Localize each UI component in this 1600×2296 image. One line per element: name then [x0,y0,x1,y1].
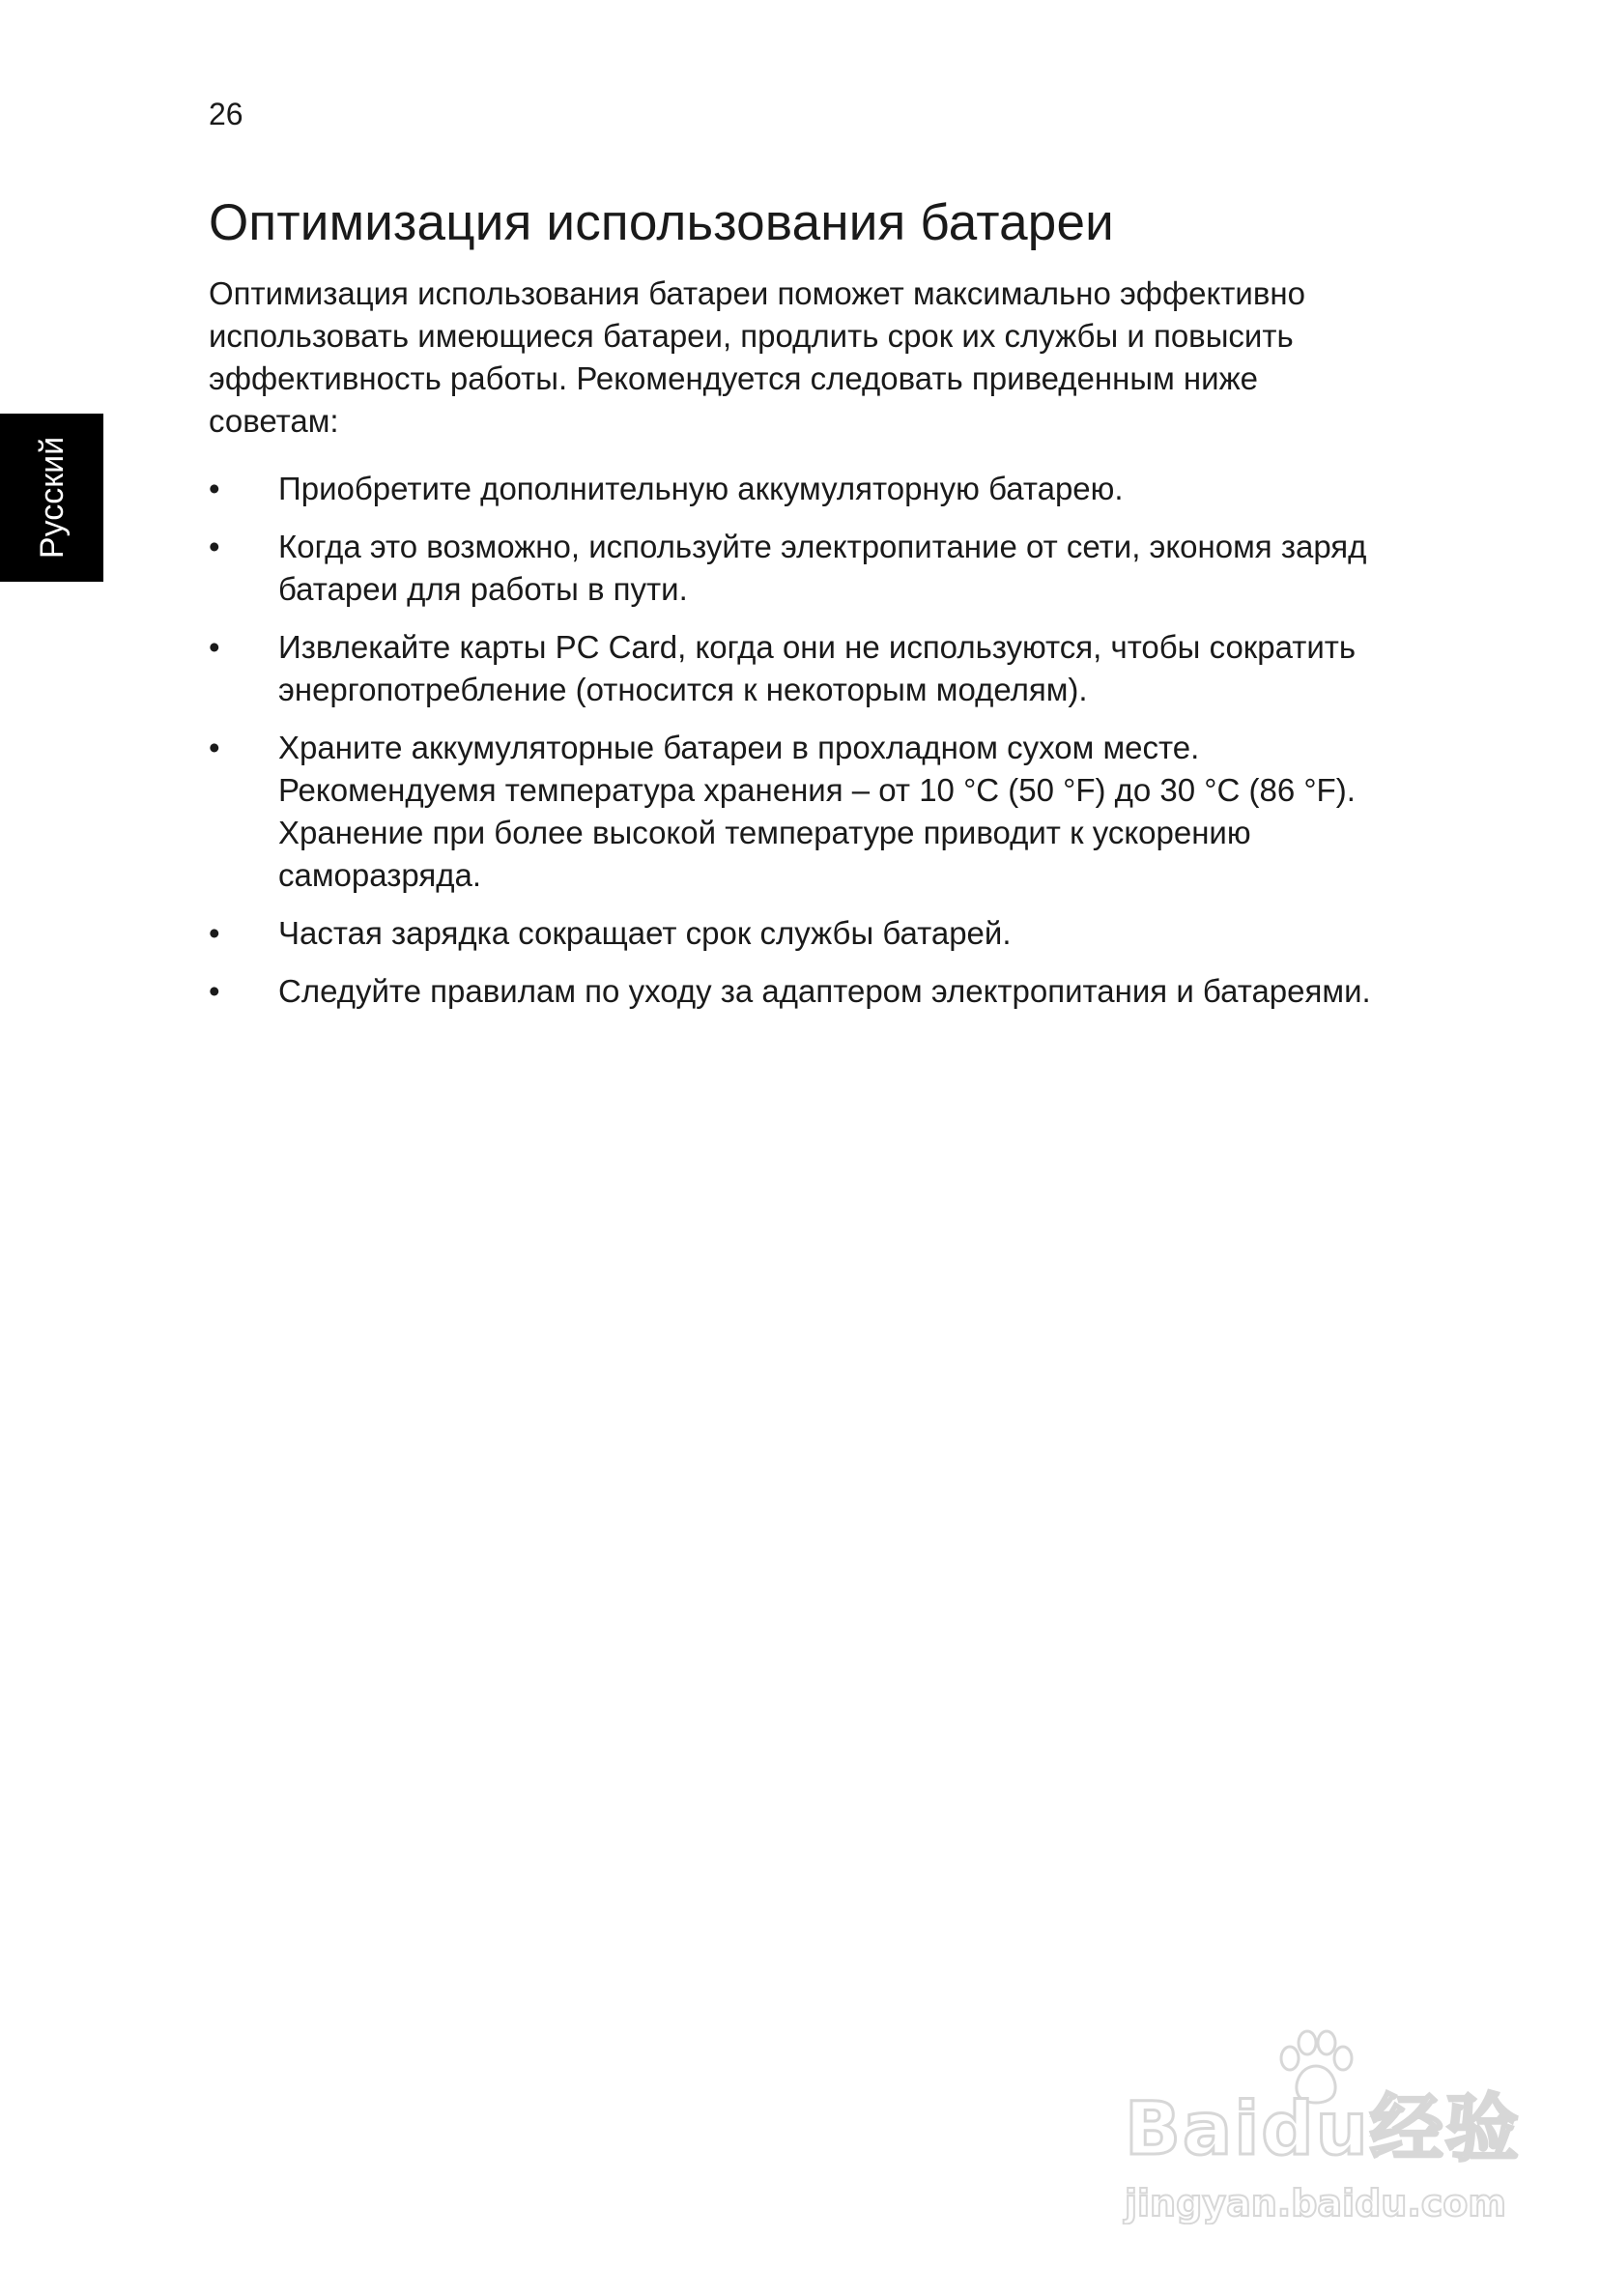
bullet-icon: • [209,529,220,564]
tip-item [209,526,1380,611]
bullet-icon: • [209,629,220,665]
tip-text: Когда это возможно, используйте электропитание от сети, экономя заряд батареи для работы в пути. [278,529,1367,607]
tip-item [209,727,1380,897]
language-tab-label: Русский [33,436,71,560]
intro-paragraph: Оптимизация использования батареи поможет максимально эффективно использовать имеющиеся батареи, продлить срок их службы и повысить эффективность работы. Рекомендуется следовать приведенным ниже советам: [209,275,1305,439]
bullet-icon: • [209,730,220,765]
language-tab [0,414,103,582]
tip-item [209,626,1380,711]
tip-item [209,912,1380,955]
page-number: 26 [209,97,243,131]
main-content [209,189,1371,1028]
watermark-logo: Baidu经验 [1125,2085,1521,2171]
tips-list [209,468,1371,1013]
bullet-icon: • [209,915,220,951]
bullet-icon: • [209,471,220,506]
bullet-icon: • [209,973,220,1009]
tip-text: Приобретите дополнительную аккумуляторную батарею. [278,471,1124,506]
tip-item [209,970,1380,1013]
watermark-domain: jingyan.baidu.com [1125,2182,1506,2224]
tip-text: Частая зарядка сокращает срок службы батарей. [278,915,1012,951]
tip-item [209,468,1380,510]
tip-text: Извлекайте карты PC Card, когда они не используются, чтобы сократить энергопотребление (относится к некоторым моделям). [278,629,1357,707]
tip-text: Следуйте правилам по уходу за адаптером электропитания и батареями. [278,973,1371,1009]
page-title: Оптимизация использования батареи [209,194,1114,251]
tip-text: Храните аккумуляторные батареи в прохладном сухом месте. Рекомендуемя температура хранения – от 10 °C (50 °F) до 30 °C (86 °F). Хранение при более высокой температуре приводит к ускорению саморазряда. [278,730,1356,893]
baidu-watermark [1111,2029,1521,2242]
